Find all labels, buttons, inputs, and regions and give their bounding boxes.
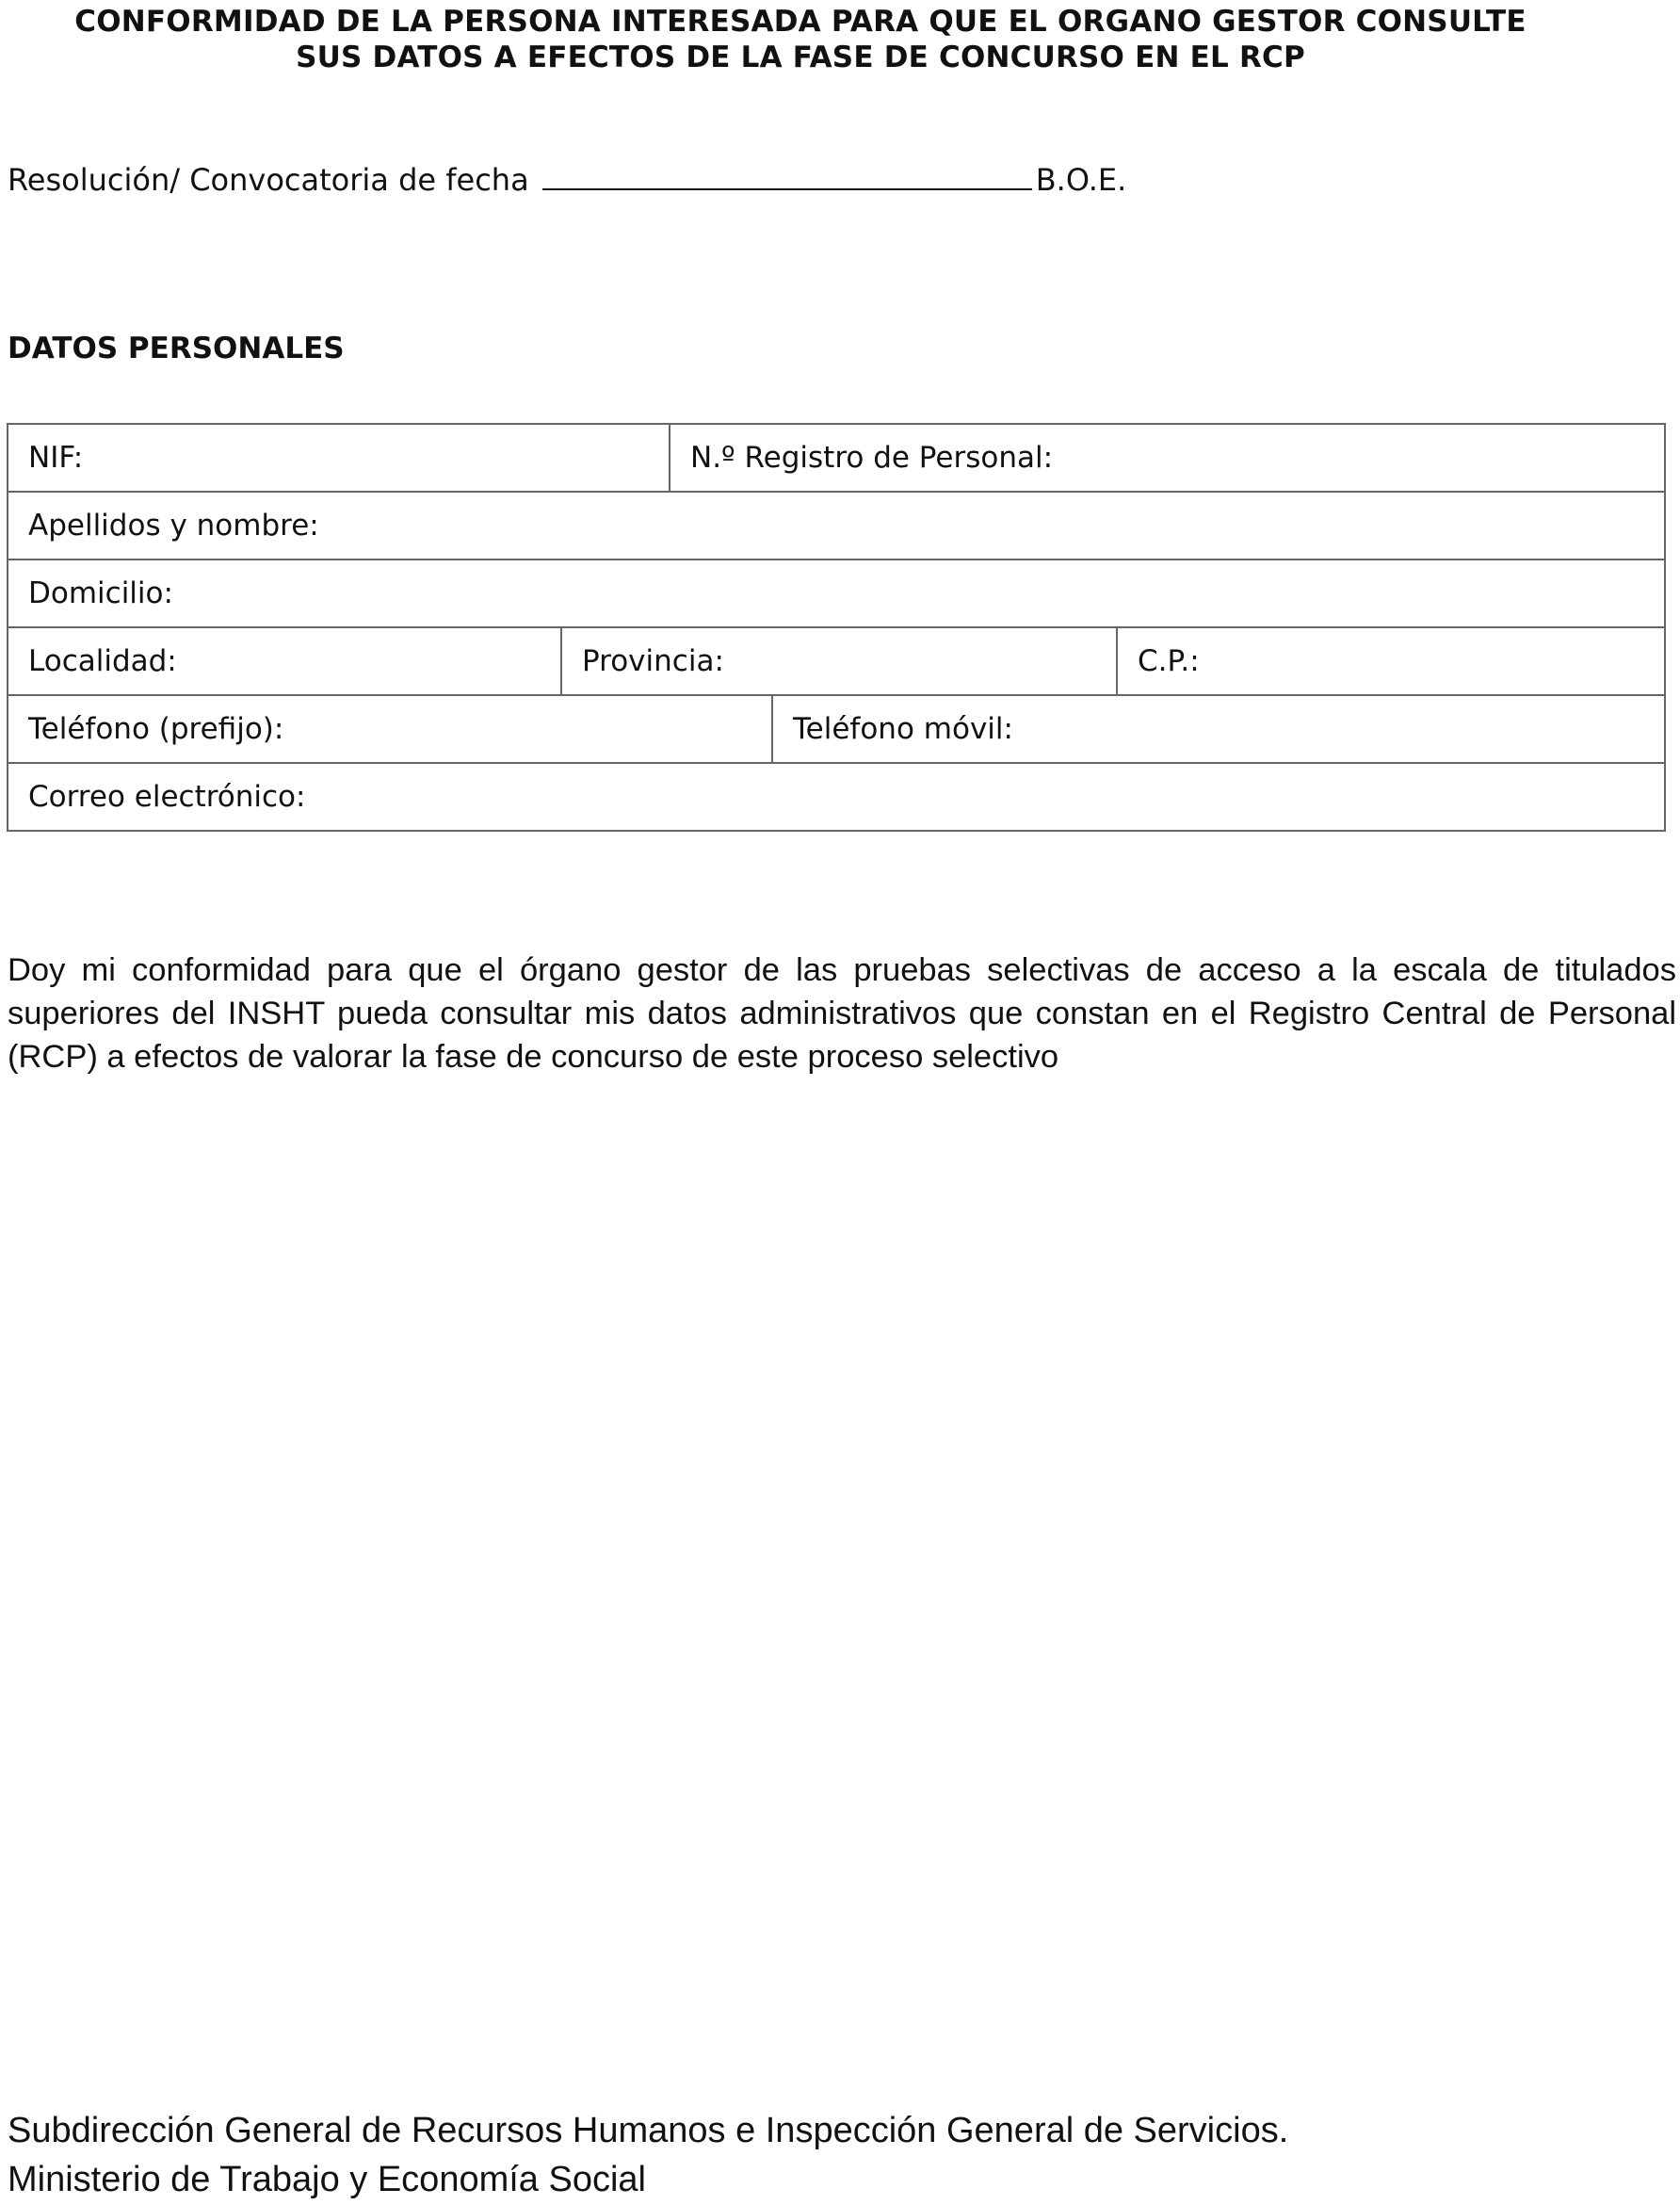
localidad-field[interactable]: Localidad: (8, 628, 562, 694)
section-heading-datos-personales: DATOS PERSONALES (8, 332, 345, 365)
telefono-field[interactable]: Teléfono (prefijo): (8, 696, 773, 762)
registro-personal-field[interactable]: N.º Registro de Personal: (690, 441, 1054, 475)
resolucion-line (8, 156, 1126, 198)
document-title (0, 4, 1601, 75)
footer (8, 2106, 1288, 2204)
provincia-field[interactable]: Provincia: (562, 628, 1118, 694)
nif-field[interactable]: NIF: (8, 425, 670, 491)
domicilio-field[interactable]: Domicilio: (28, 576, 173, 610)
footer-line-1: Subdirección General de Recursos Humanos e Inspección General de Servicios. (8, 2111, 1289, 2150)
conformidad-paragraph: Doy mi conformidad para que el órgano gestor de las pruebas selectivas de acceso a la escala de titulados superiores del INSHT pueda consultar mis datos administrativos que constan en el Registro Central de Personal (RCP) a efectos de valorar la fase de concurso de este proceso selectivo (8, 952, 1676, 1075)
resolucion-label: Resolución/ Convocatoria de fecha (8, 162, 529, 198)
telefono-movil-field[interactable]: Teléfono móvil: (793, 712, 1013, 746)
fecha-blank-field[interactable] (542, 156, 1032, 190)
title-line-1: CONFORMIDAD DE LA PERSONA INTERESADA PARA QUE EL ORGANO GESTOR CONSULTE (74, 5, 1527, 39)
form-row (8, 493, 1664, 560)
footer-line-2: Ministerio de Trabajo y Economía Social (8, 2160, 646, 2199)
boe-label: B.O.E. (1035, 162, 1127, 198)
personal-data-form (7, 423, 1666, 832)
correo-electronico-field[interactable]: Correo electrónico: (28, 780, 306, 814)
apellidos-nombre-field[interactable]: Apellidos y nombre: (28, 509, 319, 543)
form-row (8, 764, 1664, 830)
form-row (8, 560, 1664, 628)
title-line-2: SUS DATOS A EFECTOS DE LA FASE DE CONCURSO EN EL RCP (296, 41, 1305, 74)
cp-field[interactable]: C.P.: (1138, 644, 1200, 678)
form-row (8, 696, 1664, 764)
form-row (8, 425, 1664, 493)
form-row (8, 628, 1664, 696)
